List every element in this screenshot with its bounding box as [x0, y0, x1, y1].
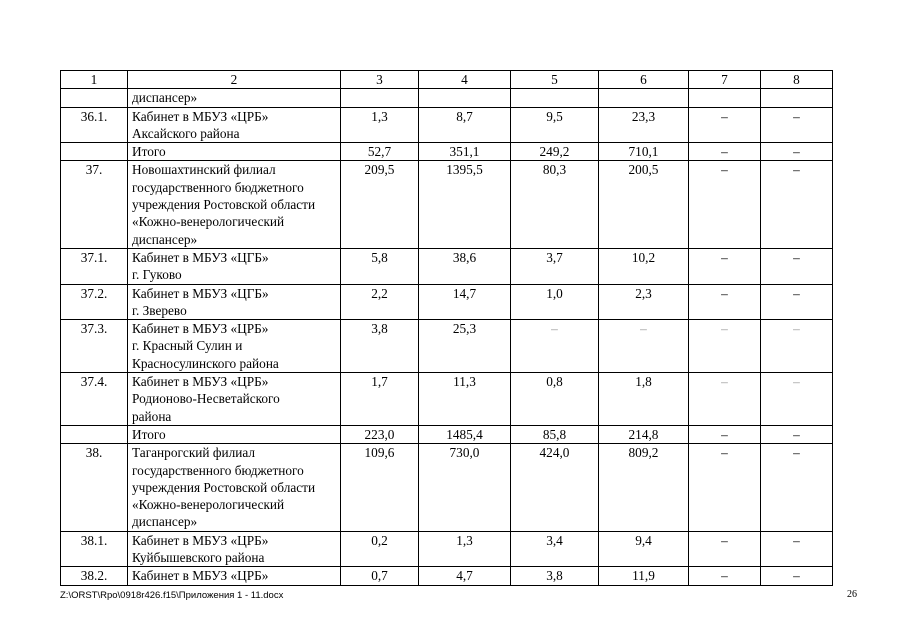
- row-value: 3,7: [511, 248, 599, 284]
- row-value: 1,7: [341, 373, 419, 426]
- row-value: –: [689, 425, 761, 443]
- row-value: 1395,5: [419, 161, 511, 248]
- row-value: 109,6: [341, 444, 419, 531]
- row-code: 38.2.: [61, 567, 128, 585]
- table-row: [61, 567, 833, 585]
- row-code: 36.1.: [61, 107, 128, 143]
- row-name-line: государственного бюджетного: [132, 462, 304, 478]
- row-value: –: [689, 444, 761, 531]
- row-value: 0,2: [341, 531, 419, 567]
- row-name-line: «Кожно-венерологический: [132, 497, 285, 513]
- row-value: 80,3: [511, 161, 599, 248]
- col-header: 2: [128, 71, 341, 89]
- row-name-line: г. Красный Сулин и: [132, 338, 243, 354]
- row-value: –: [689, 531, 761, 567]
- row-value: –: [689, 161, 761, 248]
- row-value: 1485,4: [419, 425, 511, 443]
- row-value: 710,1: [599, 143, 689, 161]
- row-value: 11,3: [419, 373, 511, 426]
- row-value: –: [511, 320, 599, 373]
- row-code: 37.4.: [61, 373, 128, 426]
- row-value: 11,9: [599, 567, 689, 585]
- row-value: –: [761, 248, 833, 284]
- row-name: [128, 248, 341, 284]
- row-name: [128, 284, 341, 320]
- page-number: 26: [847, 589, 857, 600]
- row-value: –: [761, 567, 833, 585]
- table-row: [61, 373, 833, 426]
- row-value: 3,8: [341, 320, 419, 373]
- row-value: [689, 89, 761, 107]
- table-row: [61, 248, 833, 284]
- row-name-line: Кабинет в МБУЗ «ЦРБ»: [132, 568, 269, 584]
- row-name-line: учреждения Ростовской области: [132, 479, 316, 495]
- col-header: 5: [511, 71, 599, 89]
- row-code: [61, 89, 128, 107]
- row-value: 4,7: [419, 567, 511, 585]
- row-name-line: Кабинет в МБУЗ «ЦГБ»: [132, 285, 269, 301]
- row-value: [511, 89, 599, 107]
- row-value: –: [689, 373, 761, 426]
- row-code: 37.2.: [61, 284, 128, 320]
- row-name: [128, 373, 341, 426]
- row-name-line: диспансер»: [132, 514, 198, 530]
- row-value: 209,5: [341, 161, 419, 248]
- row-name-line: района: [132, 408, 172, 424]
- row-value: 730,0: [419, 444, 511, 531]
- row-value: [419, 89, 511, 107]
- row-name-line: Таганрогский филиал: [132, 445, 255, 461]
- row-value: –: [761, 320, 833, 373]
- row-value: 809,2: [599, 444, 689, 531]
- row-name-line: Родионово-Несветайского: [132, 391, 280, 407]
- row-value: 8,7: [419, 107, 511, 143]
- table-row: [61, 161, 833, 248]
- row-value: –: [761, 143, 833, 161]
- row-name-line: диспансер»: [132, 231, 198, 247]
- row-name-line: Куйбышевского района: [132, 550, 265, 566]
- col-header: 3: [341, 71, 419, 89]
- row-name: [128, 320, 341, 373]
- row-value: 200,5: [599, 161, 689, 248]
- row-value: 1,3: [419, 531, 511, 567]
- row-code: 38.1.: [61, 531, 128, 567]
- row-name: [128, 567, 341, 585]
- table-row: [61, 143, 833, 161]
- col-header: 7: [689, 71, 761, 89]
- row-value: 3,4: [511, 531, 599, 567]
- row-name: [128, 161, 341, 248]
- row-name-line: Кабинет в МБУЗ «ЦРБ»: [132, 108, 269, 124]
- row-value: 25,3: [419, 320, 511, 373]
- row-name-line: г. Зверево: [132, 302, 187, 318]
- row-name: [128, 143, 341, 161]
- row-code: 37.3.: [61, 320, 128, 373]
- row-name-line: Кабинет в МБУЗ «ЦГБ»: [132, 249, 269, 265]
- row-value: –: [761, 284, 833, 320]
- row-name-line: «Кожно-венерологический: [132, 214, 285, 230]
- table-row: [61, 107, 833, 143]
- row-value: 214,8: [599, 425, 689, 443]
- row-value: –: [689, 107, 761, 143]
- row-value: –: [761, 531, 833, 567]
- row-value: 351,1: [419, 143, 511, 161]
- row-value: –: [761, 107, 833, 143]
- row-name-line: Итого: [132, 426, 166, 442]
- row-code: [61, 425, 128, 443]
- row-value: –: [761, 425, 833, 443]
- col-header: 8: [761, 71, 833, 89]
- row-value: –: [689, 284, 761, 320]
- col-header: 4: [419, 71, 511, 89]
- row-value: 5,8: [341, 248, 419, 284]
- row-code: 37.: [61, 161, 128, 248]
- table-row: [61, 425, 833, 443]
- row-value: 424,0: [511, 444, 599, 531]
- row-value: 223,0: [341, 425, 419, 443]
- table-row: [61, 320, 833, 373]
- row-name-line: Кабинет в МБУЗ «ЦРБ»: [132, 374, 269, 390]
- row-name-line: учреждения Ростовской области: [132, 197, 316, 213]
- row-value: 9,4: [599, 531, 689, 567]
- row-value: –: [689, 320, 761, 373]
- row-value: 1,3: [341, 107, 419, 143]
- row-value: 10,2: [599, 248, 689, 284]
- row-name-line: Новошахтинский филиал: [132, 162, 276, 178]
- row-name-line: Кабинет в МБУЗ «ЦРБ»: [132, 532, 269, 548]
- row-name: [128, 531, 341, 567]
- row-value: –: [761, 161, 833, 248]
- row-value: 38,6: [419, 248, 511, 284]
- row-name-line: Кабинет в МБУЗ «ЦРБ»: [132, 321, 269, 337]
- table-row: [61, 284, 833, 320]
- row-value: 1,0: [511, 284, 599, 320]
- row-value: [761, 89, 833, 107]
- row-name-line: Красносулинского района: [132, 355, 279, 371]
- row-name: [128, 425, 341, 443]
- row-value: 23,3: [599, 107, 689, 143]
- table-header-row: [61, 71, 833, 89]
- table-row: [61, 444, 833, 531]
- row-name-line: Итого: [132, 144, 166, 160]
- row-value: 0,8: [511, 373, 599, 426]
- row-value: –: [761, 373, 833, 426]
- row-code: 37.1.: [61, 248, 128, 284]
- row-value: 249,2: [511, 143, 599, 161]
- row-value: 14,7: [419, 284, 511, 320]
- row-value: –: [689, 248, 761, 284]
- row-name: [128, 107, 341, 143]
- row-value: 85,8: [511, 425, 599, 443]
- row-value: 2,3: [599, 284, 689, 320]
- row-value: [599, 89, 689, 107]
- row-value: –: [689, 143, 761, 161]
- row-name-line: государственного бюджетного: [132, 179, 304, 195]
- row-value: –: [689, 567, 761, 585]
- row-value: 3,8: [511, 567, 599, 585]
- col-header: 1: [61, 71, 128, 89]
- row-value: 1,8: [599, 373, 689, 426]
- row-name: [128, 89, 341, 107]
- row-value: –: [761, 444, 833, 531]
- row-value: –: [599, 320, 689, 373]
- row-value: 0,7: [341, 567, 419, 585]
- row-name: [128, 444, 341, 531]
- table-row: [61, 531, 833, 567]
- row-value: 9,5: [511, 107, 599, 143]
- row-name-line: г. Гуково: [132, 267, 182, 283]
- table-row: [61, 89, 833, 107]
- row-value: 2,2: [341, 284, 419, 320]
- col-header: 6: [599, 71, 689, 89]
- row-code: [61, 143, 128, 161]
- row-value: 52,7: [341, 143, 419, 161]
- footer-file-path: Z:\ORST\Rpo\0918r426.f15\Приложения 1 - 11.docx: [60, 590, 284, 601]
- table-body: [61, 89, 833, 585]
- row-value: [341, 89, 419, 107]
- row-code: 38.: [61, 444, 128, 531]
- row-name-line: Аксайского района: [132, 125, 240, 141]
- data-table: [60, 70, 833, 586]
- row-name-line: диспансер»: [132, 90, 198, 106]
